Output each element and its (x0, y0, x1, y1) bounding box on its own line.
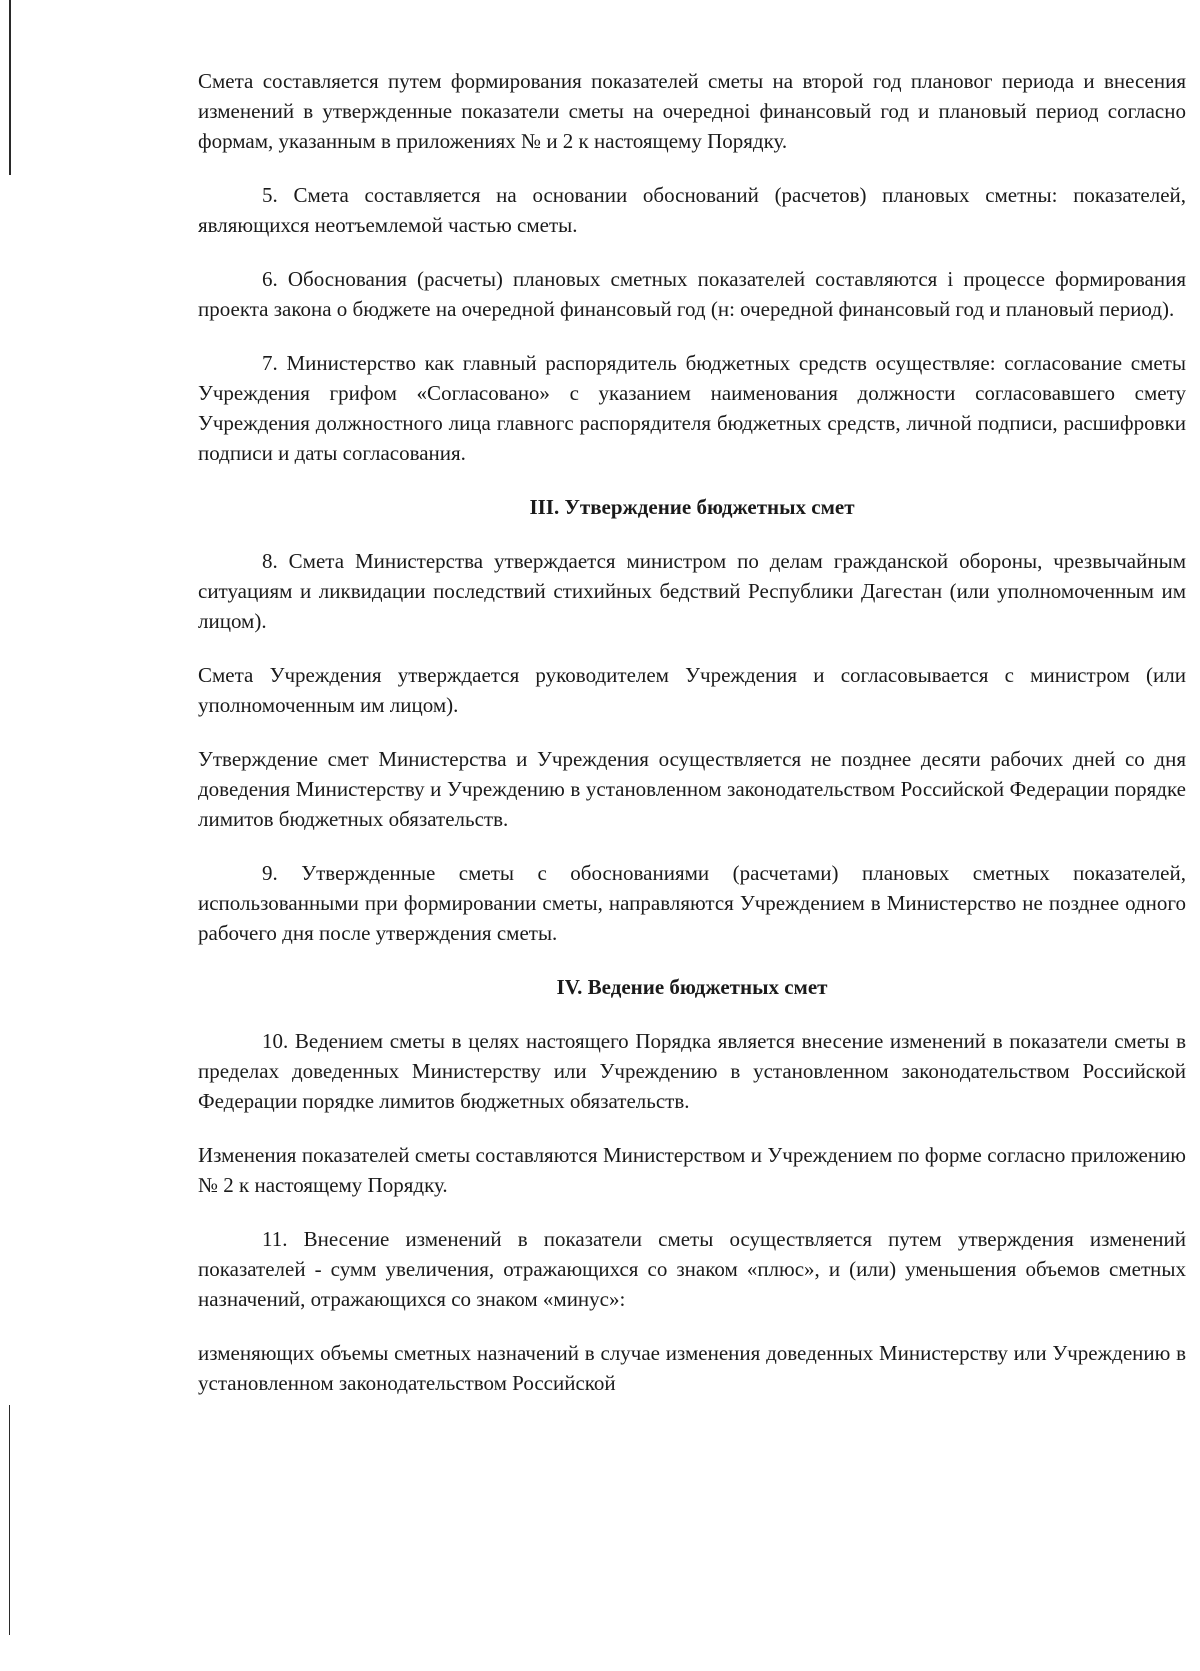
section-4-heading: IV. Ведение бюджетных смет (556, 975, 828, 999)
scan-edge-line-top (9, 0, 11, 175)
paragraph-10: 10. Ведением сметы в целях настоящего Порядка является внесение изменений в показатели сметы в пределах доведенных Министерству или Учреждению в установленном законодательством Российской Федерации порядке лимитов бюджетных обязательств. (198, 1029, 1186, 1113)
scan-edge-line-bottom (9, 1405, 10, 1635)
section-3-heading: III. Утверждение бюджетных смет (529, 495, 855, 519)
document-page (198, 66, 1186, 1646)
paragraph-9: 9. Утвержденные сметы с обоснованиями (расчетами) плановых сметных показателей, использованными при формировании сметы, направляются Учреждением в Министерство не позднее одного рабочего дня после утверждения сметы. (198, 861, 1186, 945)
paragraph-11: 11. Внесение изменений в показатели сметы осуществляется путем утверждения изменений показателей - сумм увеличения, отражающихся со знаком «плюс», и (или) уменьшения объемов сметных назначений, отражающихся со знаком «минус»: (198, 1227, 1186, 1311)
paragraph-11-continued: изменяющих объемы сметных назначений в случае изменения доведенных Министерству или Учреждению в установленном законодательством Российской (198, 1341, 1186, 1395)
paragraph-5: 5. Смета составляется на основании обоснований (расчетов) плановых сметны: показателей, являющихся неотъемлемой частью сметы. (198, 183, 1186, 237)
paragraph-7: 7. Министерство как главный распорядитель бюджетных средств осуществляе: согласование сметы Учреждения грифом «Согласовано» с указанием наименования должности согласовавшего смету Учреждения должностного лица главногс распорядителя бюджетных средств, личной подписи, расшифровки подписи и даты согласования. (198, 351, 1186, 465)
paragraph-estimate-forming: Смета составляется путем формирования показателей сметы на второй год плановог периода и внесения изменений в утвержденные показатели сметы на очереднoi финансовый год и плановый период согласно формам, указанным в приложениях № и 2 к настоящему Порядку. (198, 69, 1186, 153)
paragraph-10-changes: Изменения показателей сметы составляются Министерством и Учреждением по форме согласно приложению № 2 к настоящему Порядку. (198, 1143, 1186, 1197)
paragraph-6: 6. Обоснования (расчеты) плановых сметных показателей составляются і процессе формирования проекта закона о бюджете на очередной финансовый год (н: очередной финансовый год и плановый период). (198, 267, 1186, 321)
paragraph-8-deadline: Утверждение смет Министерства и Учреждения осуществляется не позднее десяти рабочих дней со дня доведения Министерству и Учреждению в установленном законодательством Российской Федерации порядке лимитов бюджетных обязательств. (198, 747, 1186, 831)
paragraph-8-institution: Смета Учреждения утверждается руководителем Учреждения и согласовывается с министром (или уполномоченным им лицом). (198, 663, 1186, 717)
paragraph-8: 8. Смета Министерства утверждается министром по делам гражданской обороны, чрезвычайным ситуациям и ликвидации последствий стихийных бедствий Республики Дагестан (или уполномоченным им лицом). (198, 549, 1186, 633)
